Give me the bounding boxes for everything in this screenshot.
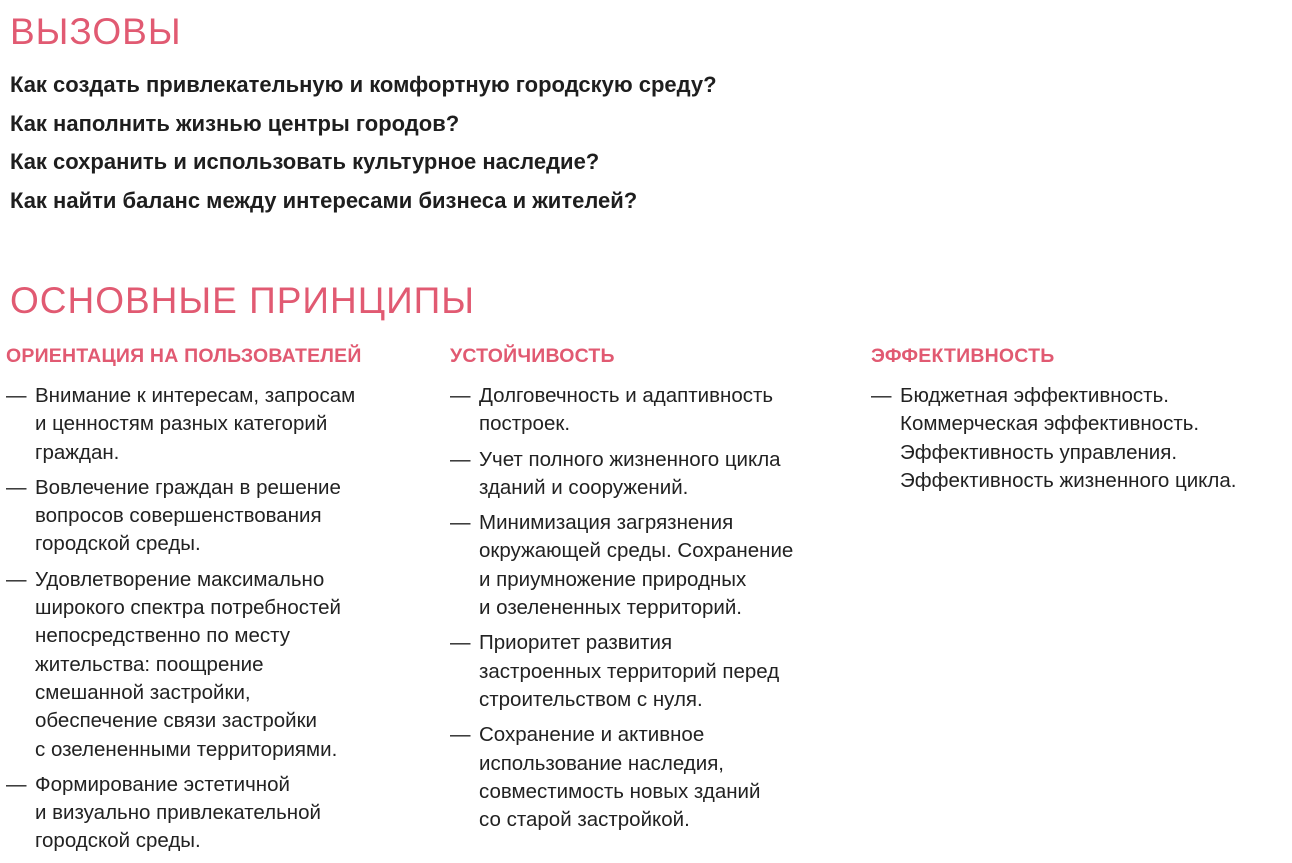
principle-item-line: Учет полного жизненного цикла [479, 447, 781, 471]
principle-item-line: со старой застройкой. [479, 808, 690, 832]
principle-item [450, 509, 860, 622]
dash-bullet: — [450, 447, 471, 471]
principle-item [6, 566, 426, 764]
dash-bullet: — [6, 772, 27, 796]
dash-bullet: — [6, 384, 27, 407]
principle-item-line: Приоритет развития [479, 631, 673, 655]
principle-item-line: Коммерческая эффективность. [900, 412, 1200, 436]
principle-item-line: Эффективность управления. [900, 440, 1178, 464]
principle-item [450, 721, 860, 834]
principle-item-line: Долговечность и адаптивность [479, 384, 774, 407]
challenge-question: Как сохранить и использовать культурное наследие? [10, 149, 600, 174]
principle-item-line: городской среды. [35, 532, 201, 556]
principle-item-line: совместимость новых зданий [479, 779, 761, 803]
principle-item-line: городской среды. [35, 829, 201, 853]
principle-item-line: широкого спектра потребностей [35, 596, 341, 620]
principle-item-line: Бюджетная эффективность. [900, 384, 1169, 407]
principle-column-users [6, 343, 426, 863]
challenges-title: ВЫЗОВЫ [10, 11, 182, 52]
dash-bullet: — [450, 631, 471, 655]
dash-bullet: — [450, 384, 471, 407]
principle-item [6, 771, 426, 856]
challenge-question: Как найти баланс между интересами бизнеса и жителей? [10, 187, 638, 213]
principle-item [6, 474, 426, 559]
principle-item-line: использование наследия, [479, 751, 724, 775]
dash-bullet: — [6, 567, 27, 591]
principle-heading: ЭФФЕКТИВНОСТЬ [871, 345, 1055, 367]
principle-item-line: Внимание к интересам, запросам [35, 384, 356, 407]
principle-item-line: обеспечение связи застройки [35, 709, 318, 733]
principle-item [450, 629, 860, 714]
principle-item-line: Сохранение и активное [479, 723, 705, 747]
principle-item-line: и приумножение природных [479, 567, 747, 591]
principle-item-line: жительства: поощрение [35, 652, 264, 676]
principle-item-line: зданий и сооружений. [479, 475, 689, 499]
principle-item-line: Эффективность жизненного цикла. [900, 468, 1237, 492]
principles-title: ОСНОВНЫЕ ПРИНЦИПЫ [10, 280, 476, 321]
principle-item-line: с озелененными территориями. [35, 737, 338, 761]
challenges-list [10, 66, 717, 220]
principle-heading: УСТОЙЧИВОСТЬ [450, 345, 615, 367]
dash-bullet: — [871, 384, 892, 407]
challenge-question: Как наполнить жизнью центры городов? [10, 110, 460, 136]
principle-item-line: и визуально привлекательной [35, 801, 321, 825]
principle-item-line: и озелененных территорий. [479, 596, 742, 620]
principle-item-line: вопросов совершенствования [35, 504, 322, 528]
principle-item-line: непосредственно по месту [35, 624, 291, 648]
principle-item [450, 382, 860, 439]
challenge-question: Как создать привлекательную и комфортную городскую среду? [10, 72, 717, 97]
principle-item-line: окружающей среды. Сохранение [479, 539, 794, 563]
principle-list [6, 382, 426, 856]
principle-heading: ОРИЕНТАЦИЯ НА ПОЛЬЗОВАТЕЛЕЙ [6, 345, 362, 367]
principle-column-sustainability [450, 343, 860, 841]
principle-list [450, 382, 860, 834]
dash-bullet: — [450, 723, 471, 747]
principle-item [871, 382, 1291, 495]
principle-item-line: граждан. [35, 440, 120, 464]
principle-item [450, 446, 860, 503]
dash-bullet: — [6, 475, 27, 499]
principle-item-line: застроенных территорий перед [479, 659, 780, 683]
dash-bullet: — [450, 511, 471, 535]
principle-item-line: строительством с нуля. [479, 687, 703, 711]
principle-column-efficiency [871, 343, 1291, 502]
principle-item-line: Минимизация загрязнения [479, 511, 734, 535]
principle-item-line: построек. [479, 412, 571, 436]
principle-item-line: Вовлечение граждан в решение [35, 475, 341, 499]
principle-item-line: Удовлетворение максимально [35, 567, 325, 591]
principle-item-line: смешанной застройки, [35, 680, 251, 704]
principle-item-line: и ценностям разных категорий [35, 412, 328, 436]
principle-item-line: Формирование эстетичной [35, 772, 290, 796]
principle-list [871, 382, 1291, 495]
principle-item [6, 382, 426, 467]
